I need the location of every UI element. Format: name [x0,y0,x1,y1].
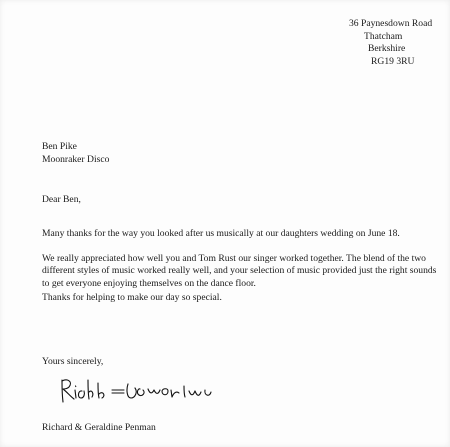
body-paragraph-3: Thanks for helping to make our day so special. [42,292,222,303]
signer-name: Richard & Geraldine Penman [42,422,156,433]
recipient-block [42,141,109,166]
recipient-company: Moonraker Disco [42,153,110,165]
address-line-postcode: RG19 3RU [371,55,415,67]
address-line-street: 36 Paynesdown Road [349,18,433,29]
closing: Yours sincerely, [42,356,104,367]
address-line-town: Thatcham [364,30,403,42]
salutation: Dear Ben, [42,194,81,205]
address-line-county: Berkshire [368,43,406,55]
handwritten-signature [58,376,218,406]
body-paragraph-1: Many thanks for the way you looked after us musically at our daughters wedding on June 18. [42,228,400,239]
body-paragraph-2: We really appreciated how well you and Tom Rust our singer worked together. The blend of the two different styles of music worked really well, and your selection of music provided just the right sounds to get everyone enjoying themselves on the dance floor. [42,253,437,289]
sender-address [349,18,445,68]
recipient-name: Ben Pike [42,141,77,152]
